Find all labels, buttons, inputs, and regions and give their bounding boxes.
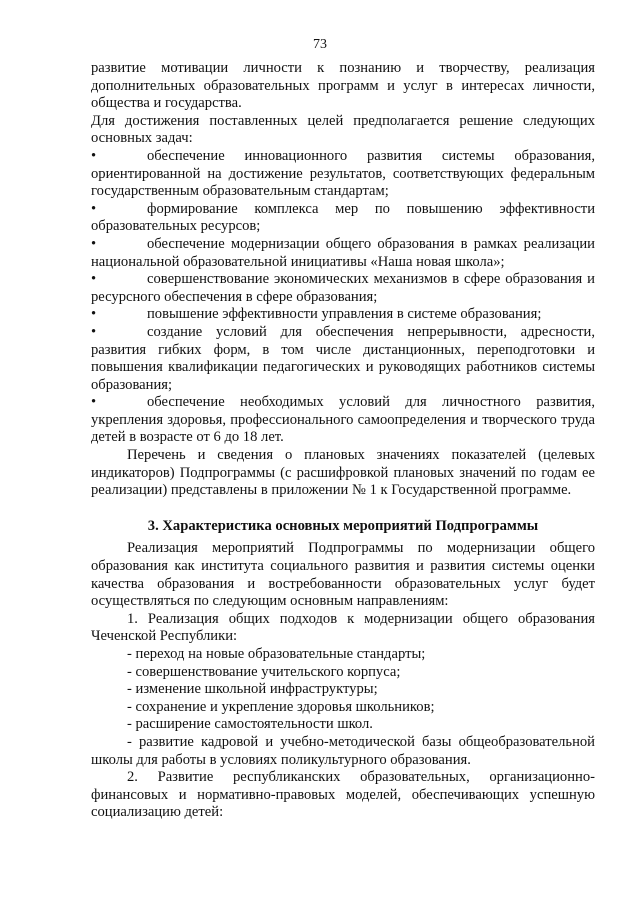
dash-list-item: - расширение самостоятельности школ. — [127, 716, 373, 733]
bullet-icon: • — [91, 323, 97, 340]
bullet-icon: • — [91, 200, 97, 217]
bullet-text: формирование комплекса мер по повышению эффективности образовательных ресурсов; — [91, 200, 595, 235]
page-body — [91, 60, 595, 822]
bullet-item — [91, 306, 595, 324]
bullet-item — [91, 394, 595, 447]
bullet-item — [91, 201, 595, 236]
dash-list-item: - сохранение и укрепление здоровья школьников; — [127, 698, 435, 715]
section-heading: 3. Характеристика основных мероприятий Подпрограммы — [147, 517, 539, 534]
direction-1-paragraph: 1. Реализация общих подходов к модернизации общего образования Чеченской Республики: — [91, 610, 595, 645]
dash-list-item: - изменение школьной инфраструктуры; — [127, 681, 378, 698]
bullet-text: обеспечение инновационного развития системы образования, ориентированной на достижение результатов, соответствующих федеральным государственным образовательным стандартам; — [91, 147, 595, 200]
dash-list-item: - совершенствование учительского корпуса; — [127, 663, 401, 680]
bullet-icon: • — [91, 394, 97, 411]
bullet-text: создание условий для обеспечения непрерывности, адресности, развития гибких форм, в том числе дистанционных, переподготовки и повышения квалификации педагогических и руководящих работников системы образования; — [91, 323, 595, 393]
direction-2-paragraph: 2. Развитие республиканских образовательных, организационно-финансовых и нормативно-правовых моделей, обеспечивающих успешную социализацию детей: — [91, 769, 595, 821]
bullet-item — [91, 236, 595, 271]
bullet-icon: • — [91, 235, 97, 252]
bullet-item — [91, 324, 595, 394]
bullet-icon: • — [91, 306, 97, 323]
dash-list-item: - переход на новые образовательные стандарты; — [127, 646, 426, 662]
dash-list-item: - развитие кадровой и учебно-методической базы общеобразовательной школы для работы в условиях поликультурного образования. — [91, 733, 595, 768]
bullet-text: совершенствование экономических механизмов в сфере образования и ресурсного обеспечения в сфере образования; — [91, 271, 595, 305]
bullet-icon: • — [91, 147, 97, 164]
page-number: 73 — [313, 37, 327, 52]
bullet-text: повышение эффективности управления в системе образования; — [147, 306, 542, 323]
bullet-item — [91, 148, 595, 201]
bullet-text: обеспечение необходимых условий для личностного развития, укрепления здоровья, профессионального самоопределения и творческого труда детей в возрасте от 6 до 18 лет. — [91, 394, 595, 446]
intro-paragraph: Для достижения поставленных целей предполагается решение следующих основных задач: — [91, 112, 595, 147]
bullet-icon: • — [91, 271, 97, 288]
bullet-text: обеспечение модернизации общего образования в рамках реализации национальной образовательной инициативы «Наша новая школа»; — [91, 235, 595, 270]
bullet-item — [91, 271, 595, 306]
intro-paragraph: развитие мотивации личности к познанию и творчеству, реализация дополнительных образовательных программ и услуг в интересах личности, общества и государства. — [91, 60, 595, 112]
section-intro-paragraph: Реализация мероприятий Подпрограммы по модернизации общего образования как института социального развития и развития системы оценки качества образования и востребованности образовательных услуг будет осуществляться по следующим основным направлениям: — [91, 540, 595, 610]
indicators-paragraph: Перечень и сведения о плановых значениях показателей (целевых индикаторов) Подпрограммы (с расшифровкой плановых значений по годам ее реализации) представлены в приложении № 1 к Государственной программе. — [91, 447, 595, 499]
